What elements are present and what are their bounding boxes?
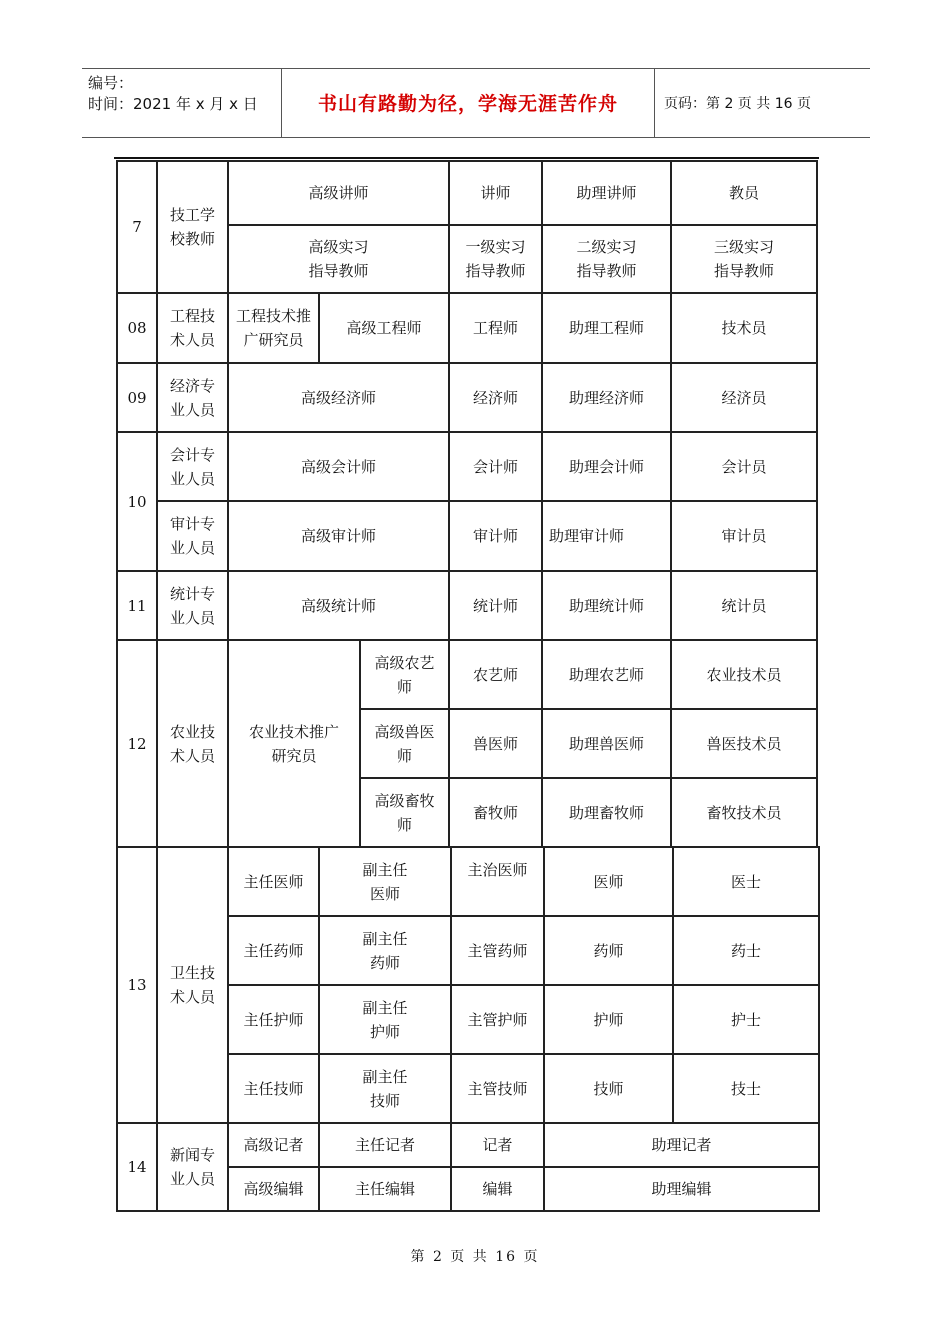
table-cell [450,915,545,986]
header-page-info: 页码：第 2 页 共 16 页 [664,96,811,112]
cell-text: 会计员 [721,457,767,476]
table-cell [670,431,818,502]
cell-text: 工程师 [472,319,518,337]
table-cell [227,1166,320,1212]
cell-text: 14 [127,1158,147,1176]
cell-text: 主管药师 [467,941,528,960]
table-cell [672,846,820,917]
cell-text: 农业技术推广 研究员 [248,722,339,765]
table-cell [156,160,229,294]
header-divider [654,69,655,137]
table-cell [227,160,450,226]
cell-text: 医士 [730,872,761,891]
cell-text: 高级兽医 师 [374,722,435,765]
cell-text: 畜牧技术员 [706,803,782,822]
cell-text: 副主任 技师 [362,1067,408,1110]
cell-text: 高级编辑 [243,1180,304,1198]
cell-text: 副主任 药师 [362,929,408,972]
table-cell [156,431,229,502]
cell-text: 11 [127,596,147,615]
cell-text: 护师 [593,1010,624,1029]
table-cell [227,915,320,986]
cell-text: 高级农艺 师 [374,653,435,696]
cell-text: 兽医师 [472,734,518,753]
cell-text: 教员 [728,184,759,202]
table-cell [670,777,818,848]
header-meta [88,73,258,115]
cell-text: 兽医技术员 [706,734,782,753]
table-cell [543,1053,674,1124]
page-footer: 第 2 页 共 16 页 [410,1249,540,1265]
table-cell [450,1053,545,1124]
table-cell [227,500,450,572]
cell-text: 副主任 医师 [362,860,408,903]
table-cell [227,1053,320,1124]
cell-text: 助理编辑 [651,1180,712,1198]
table-cell [156,1122,229,1212]
table-cell [116,570,158,641]
table-cell [448,777,543,848]
table-cell [156,362,229,433]
cell-text: 一级实习 指导教师 [465,238,526,280]
cell-text: 主任药师 [243,941,304,960]
cell-text: 农业技 术人员 [169,722,215,765]
document-date: 时间：2021 年 x 月 x 日 [88,95,258,113]
cell-text: 助理畜牧师 [568,803,644,822]
table-cell [543,846,674,917]
table-cell [227,570,450,641]
table-cell [318,1122,452,1168]
cell-text: 医师 [593,872,624,891]
cell-text: 药士 [730,941,761,960]
table-cell [541,639,672,710]
table-cell [227,846,320,917]
cell-text: 高级会计师 [300,457,376,476]
table-cell [318,1053,452,1124]
cell-text: 技师 [593,1079,624,1098]
table-cell [670,500,818,572]
table-cell [227,431,450,502]
cell-text: 主任编辑 [354,1180,415,1198]
page-header [82,68,870,138]
table-cell [156,292,229,364]
cell-text: 技术员 [721,319,767,337]
table-cell [670,292,818,364]
cell-text: 技士 [730,1079,761,1098]
table-cell [359,639,450,710]
cell-text: 13 [127,976,147,994]
cell-text: 7 [132,218,142,236]
cell-text: 12 [127,734,147,753]
cell-text: 经济师 [472,388,518,407]
cell-text: 二级实习 指导教师 [576,238,637,280]
cell-text: 药师 [593,941,624,960]
cell-text: 主管护师 [467,1010,528,1029]
cell-text: 编辑 [482,1180,513,1198]
table-cell [156,570,229,641]
table-cell [318,292,450,364]
cell-text: 主任医师 [243,872,304,891]
cell-text: 助理兽医师 [568,734,644,753]
table-cell [359,777,450,848]
table-cell [541,708,672,779]
cell-text: 助理工程师 [568,319,644,337]
table-cell [227,639,361,848]
table-cell [448,431,543,502]
table-cell [448,639,543,710]
cell-text: 卫生技 术人员 [169,964,215,1006]
cell-text: 审计专 业人员 [169,515,215,557]
cell-text: 审计员 [721,527,767,545]
table-cell [543,915,674,986]
cell-text: 主任护师 [243,1010,304,1029]
cell-text: 三级实习 指导教师 [713,238,774,280]
cell-text: 08 [127,319,147,337]
table-cell [116,846,158,1124]
cell-text: 助理记者 [651,1136,712,1154]
table-cell [541,292,672,364]
cell-text: 高级实习 指导教师 [308,238,369,280]
cell-text: 统计专 业人员 [169,584,215,627]
table-cell [543,984,674,1055]
table-cell [670,224,818,294]
table-cell [670,160,818,226]
table-cell [227,224,450,294]
cell-text: 副主任 护师 [362,998,408,1041]
cell-text: 新闻专 业人员 [169,1146,215,1188]
table-cell [156,846,229,1124]
cell-text: 会计师 [472,457,518,476]
cell-text: 高级统计师 [300,596,376,615]
cell-text: 助理会计师 [568,457,644,476]
cell-text: 09 [127,388,147,407]
cell-text: 高级记者 [243,1136,304,1154]
table-top-rule [114,157,819,159]
table-cell [116,362,158,433]
table-cell [672,984,820,1055]
table-cell [318,846,452,917]
table-cell [541,500,672,572]
cell-text: 农业技术员 [706,665,782,684]
cell-text: 工程技 术人员 [169,307,215,349]
table-cell [318,984,452,1055]
table-cell [116,292,158,364]
cell-text: 护士 [730,1010,761,1029]
cell-text: 高级讲师 [308,184,369,202]
table-cell [448,500,543,572]
table-cell [450,846,545,917]
table-cell [541,362,672,433]
cell-text: 主治医师 [467,861,528,879]
cell-text: 高级工程师 [346,319,422,337]
table-cell [450,1122,545,1168]
table-cell [227,1122,320,1168]
table-cell [318,915,452,986]
cell-text: 助理审计师 [549,527,625,545]
table-cell [670,639,818,710]
table-cell [672,915,820,986]
cell-text: 技工学 校教师 [169,206,215,248]
table-cell [450,984,545,1055]
header-motto: 书山有路勤为径，学海无涯苦作舟 [317,93,618,115]
table-cell [318,1166,452,1212]
table-cell [541,431,672,502]
cell-text: 高级经济师 [300,388,376,407]
cell-text: 会计专 业人员 [169,445,215,488]
cell-text: 主任技师 [243,1079,304,1098]
cell-text: 讲师 [480,184,511,202]
cell-text: 统计师 [472,596,518,615]
cell-text: 工程技术推 广研究员 [235,307,311,349]
document-number: 编号： [88,74,134,92]
table-cell [116,431,158,572]
cell-text: 统计员 [721,596,767,615]
table-cell [670,362,818,433]
table-cell [448,160,543,226]
cell-text: 畜牧师 [472,803,518,822]
table-cell [448,708,543,779]
table-cell [448,362,543,433]
table-cell [672,1053,820,1124]
table-cell [543,1122,820,1168]
table-cell [448,224,543,294]
table-cell [450,1166,545,1212]
table-cell [116,639,158,848]
cell-text: 10 [127,492,147,511]
table-cell [670,570,818,641]
cell-text: 主管技师 [467,1079,528,1098]
cell-text: 审计师 [472,527,518,545]
cell-text: 经济专 业人员 [169,376,215,419]
cell-text: 高级畜牧 师 [374,791,435,834]
table-cell [670,708,818,779]
table-cell [448,570,543,641]
cell-text: 记者 [482,1136,513,1154]
cell-text: 高级审计师 [300,527,376,545]
table-cell [543,1166,820,1212]
cell-text: 助理统计师 [568,596,644,615]
table-cell [541,777,672,848]
table-cell [541,224,672,294]
table-cell [156,500,229,572]
table-cell [116,160,158,294]
cell-text: 助理讲师 [576,184,637,202]
table-cell [116,1122,158,1212]
table-cell [541,570,672,641]
cell-text: 主任记者 [354,1136,415,1154]
table-cell [541,160,672,226]
cell-text: 农艺师 [472,665,518,684]
table-cell [227,984,320,1055]
cell-text: 助理农艺师 [568,665,644,684]
table-cell [156,639,229,848]
table-cell [448,292,543,364]
table-cell [359,708,450,779]
table-cell [227,292,320,364]
table-cell [227,362,450,433]
cell-text: 经济员 [721,388,767,407]
cell-text: 助理经济师 [568,388,644,407]
